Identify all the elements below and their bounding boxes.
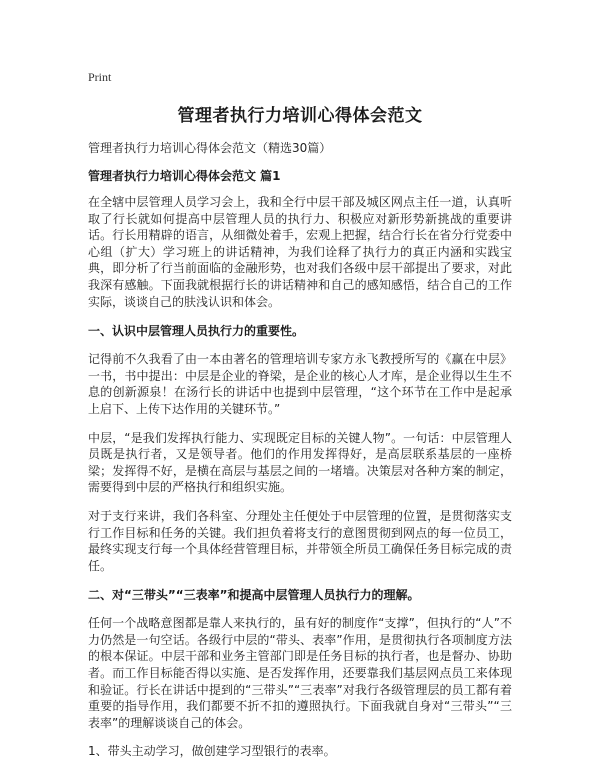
sub-heading-1: 一、认识中层管理人员执行力的重要性。 xyxy=(88,324,305,339)
document-subtitle: 管理者执行力培训心得体会范文（精选30篇） xyxy=(88,141,332,155)
paragraph-3: 中层，“是我们发挥执行能力、实现既定目标的关键人物”。一句话：中层管理人员既是执行者，又是领导者。他们的作用发挥得好，是高层联系基层的一座桥梁；发挥得不好，是横在高层与基层之间的一堵墙。决策层对各种方案的制定，需要得到中层的严格执行和组织实施。 xyxy=(88,430,512,495)
paragraph-5: 任何一个战略意图都是靠人来执行的，虽有好的制度作“支撑”，但执行的“人”不力仍然是一句空话。各级行中层的“带头、表率”作用，是贯彻执行各项制度方法的根本保证。中层干部和业务主管部门即是任务目标的执行者，也是督办、协助者。而工作目标能否得以实施、是否发挥作用，还要靠我们基层网点员工来体现和验证。行长在讲话中提到的“三带头”“三表率”对我行各级管理层的员工都有着重要的指导作用，我们都要不折不扣的遵照执行。下面我就自身对“三带头”“三表率”的理解谈谈自己的体会。 xyxy=(88,616,512,730)
paragraph-2: 记得前不久我看了由一本由著名的管理培训专家方永飞教授所写的《赢在中层》一书，书中提出：中层是企业的脊梁，是企业的核心人才库，是企业得以生生不息的创新源泉！在汤行长的讲话中也提到中层管理，“这个环节在工作中是起承上启下、上传下达作用的关键环节。” xyxy=(88,352,512,416)
document-title: 管理者执行力培训心得体会范文 xyxy=(177,106,423,126)
section-heading: 管理者执行力培训心得体会范文 篇1 xyxy=(88,169,281,183)
paragraph-intro: 在全辖中层管理人员学习会上，我和全行中层干部及城区网点主任一道，认真听取了行长就如何提高中层管理人员的执行力、积极应对新形势新挑战的重要讲话。行长用精辟的语言，从细微处着手，宏观上把握，结合行长在省分行党委中心组（扩大）学习班上的讲话精神，为我们诠释了执行力的真正内涵和实践宝典，即分析了行当前面临的金融形势，也对我们各级中层干部提出了要求，对此我深有感触。下面我就根据行长的讲话精神和自己的感知感悟，结合自己的工作实际，谈谈自己的肤浅认识和体会。 xyxy=(88,195,512,309)
sub-heading-2: 二、对“三带头”“三表率”和提高中层管理人员执行力的理解。 xyxy=(88,588,420,603)
paragraph-4: 对于支行来讲，我们各科室、分理处主任便处于中层管理的位置，是贯彻落实支行工作目标和任务的关键。我们担负着将支行的意图贯彻到网点的每一位员工，最终实现支行每一个具体经营管理目标，并带领全所员工确保任务目标完成的责任。 xyxy=(88,508,512,573)
document-page xyxy=(88,60,512,760)
paragraph-6: 1、带头主动学习，做创建学习型银行的表率。 xyxy=(88,744,336,759)
print-label: Print xyxy=(88,70,112,84)
